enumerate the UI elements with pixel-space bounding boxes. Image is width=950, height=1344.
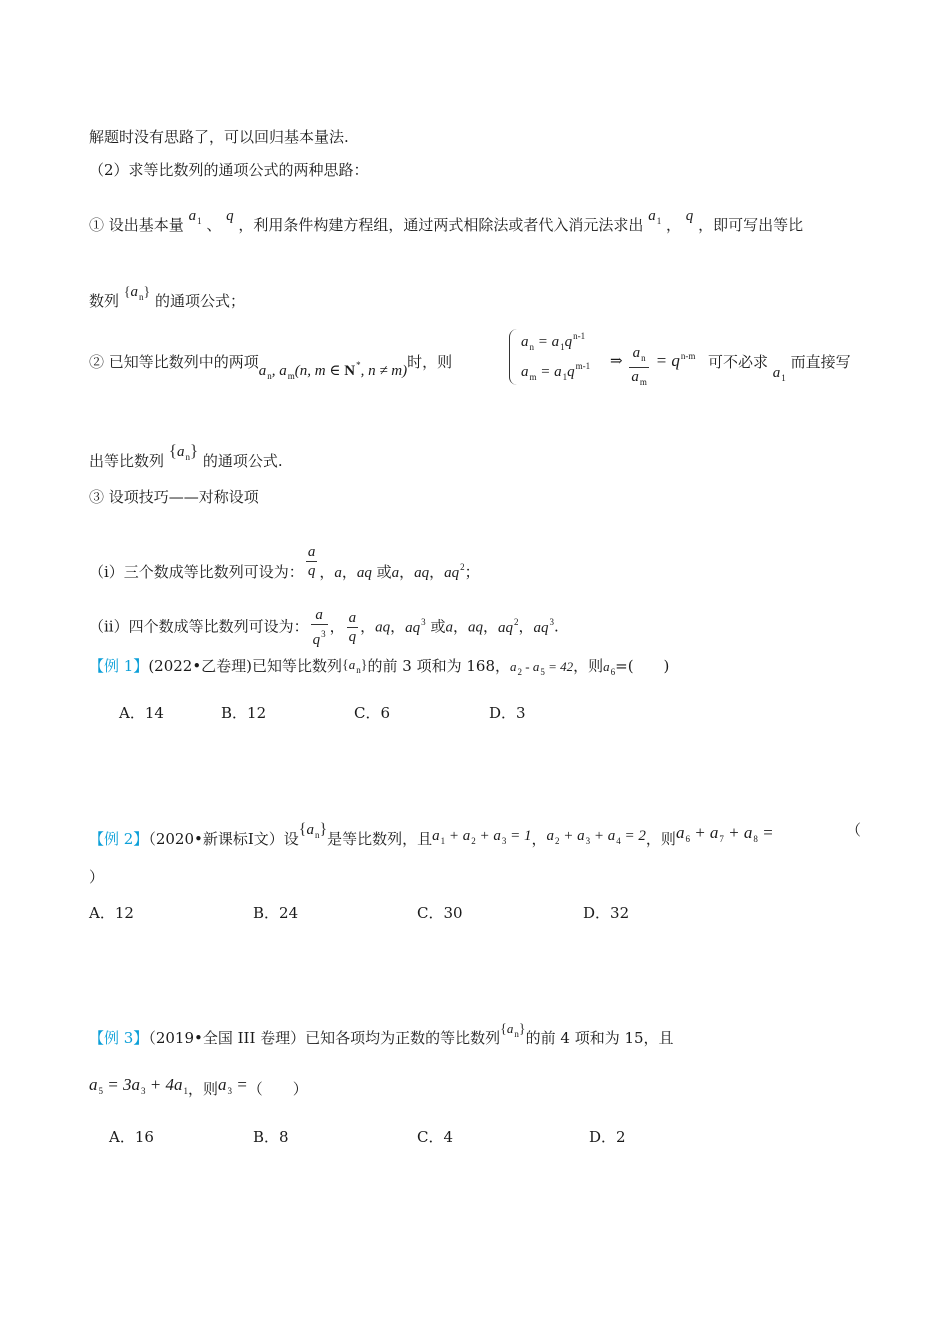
- formula-equation-system: $a_n = a_1q^{n-1}$ $a_m = a_1q^{m-1}$: [509, 329, 619, 385]
- example-2-paren-open: （: [846, 821, 862, 839]
- example-1-option-c: C．6: [354, 704, 391, 722]
- example-3-option-a: A．16: [109, 1128, 154, 1146]
- example-2-option-c: C．30: [417, 904, 463, 922]
- method-2-line-2: 出等比数列 $\{a_n\}$ 的通项公式.: [89, 441, 283, 470]
- example-3-stem-2: $a_5 = 3a_3 + 4a_1$，则$a_3$ =（ ）: [89, 1075, 308, 1098]
- example-2-option-b: B．24: [253, 904, 299, 922]
- example-3-option-c: C．4: [417, 1128, 454, 1146]
- formula-sum-a6-a8: $a_6 + a_7 + a_8$ =: [675, 823, 774, 844]
- example-2-option-a: A．12: [89, 904, 134, 922]
- example-3-option-d: D．2: [589, 1128, 626, 1146]
- example-3-tag: 【例 3】: [89, 1029, 149, 1047]
- example-1-option-a: A．14: [119, 704, 164, 722]
- example-1-option-d: D．3: [489, 704, 526, 722]
- formula-a1: $a_1$: [188, 208, 202, 226]
- example-3-option-b: B．8: [253, 1128, 289, 1146]
- formula-seq-an-2: $\{a_n\}$: [168, 441, 199, 462]
- formula-ratio: ⇒ $\frac{a_n}{a_m}$ = $q^{n-m}$: [610, 345, 696, 387]
- formula-sum-a1-a3: $a_1 + a_2 + a_3 = 1$: [432, 828, 532, 846]
- example-2-tag: 【例 2】: [89, 830, 149, 848]
- example-3-stem: 【例 3】（2019•全国 III 卷理）已知各项均为正数的等比数列$\{a_n\}$的前 4 项和为 15，且: [89, 1021, 674, 1047]
- formula-a-over-q3: $\frac{a}{q^3}$: [312, 607, 326, 648]
- method-2-tail: 可不必求 $a_1$ 而直接写: [708, 353, 851, 383]
- formula-a-over-q-2: $\frac{a}{q}$: [348, 610, 357, 645]
- example-2-stem: 【例 2】（2020•新课标Ⅰ文）设$\{a_n\}$是等比数列，且$a_1 + a_2 + a_3 = 1$，$a_2 + a_3 + a_4 = 2$，则$a_6 + a_7 + a_8$ =: [89, 821, 774, 848]
- formula-seq-an-4: $\{a_n\}$: [298, 821, 328, 840]
- four-terms-line: （ii）四个数成等比数列可设为： $\frac{a}{q^3}$ ， $\frac{a}{q}$ ，aq，$aq^3$ 或a，aq，$aq^2$，$aq^3$.: [89, 607, 559, 648]
- formula-a3: $a_3$ =: [217, 1075, 248, 1096]
- paragraph-basic-quantity: 解题时没有思路了，可以回归基本量法.: [89, 128, 349, 146]
- formula-sum-a2-a4: $a_2 + a_3 + a_4 = 2$: [546, 828, 646, 846]
- formula-a2-minus-a5: $a_2 - a_5 = 42$: [510, 659, 574, 677]
- formula-q: q: [226, 208, 234, 224]
- formula-seq-an-3: $\{a_n\}$: [342, 657, 368, 675]
- formula-an-am: $a_n$, $a_m(n$, m ∈ N*, n ≠ m): [258, 360, 408, 381]
- method-3-heading: ③ 设项技巧——对称设项: [89, 488, 259, 506]
- formula-seq-an: $\{a_n\}$: [123, 284, 151, 302]
- formula-seq-an-5: $\{a_n\}$: [500, 1021, 526, 1039]
- example-1-tag: 【例 1】: [89, 657, 149, 675]
- formula-a6: $a_6$: [603, 659, 616, 677]
- heading-general-term: （2）求等比数列的通项公式的两种思路：: [89, 161, 369, 179]
- example-2-option-d: D．32: [583, 904, 630, 922]
- formula-a-over-q: $\frac{a}{q}$: [307, 544, 316, 579]
- example-1-stem: 【例 1】(2022•乙卷理)已知等比数列$\{a_n\}$的前 3 项和为 168，$a_2 - a_5 = 42$，则$a_6=$( ): [89, 657, 670, 677]
- formula-a1-2: $a_1$: [648, 208, 662, 226]
- formula-q-2: q: [685, 208, 694, 224]
- example-1-option-b: B．12: [221, 704, 267, 722]
- formula-a5-eq: $a_5 = 3a_3 + 4a_1$: [89, 1075, 188, 1096]
- three-terms-line: （i）三个数成等比数列可设为： $\frac{a}{q}$ ，a，aq 或a，aq，$aq^2$；: [89, 544, 480, 581]
- example-2-paren-close: ）: [89, 868, 105, 886]
- method-2-line: ② 已知等比数列中的两项$a_n$, $a_m(n$, m ∈ N*, n ≠ m)时，则: [89, 353, 453, 381]
- method-1-line-2: 数列 $\{a_n\}$ 的通项公式；: [89, 284, 246, 310]
- method-1-line: ① 设出基本量 $a_1$ 、 q ，利用条件构建方程组，通过两式相除法或者代入消元法求出 $a_1$ ， q ，即可写出等比: [89, 208, 804, 234]
- formula-a1-3: $a_1$: [772, 365, 786, 383]
